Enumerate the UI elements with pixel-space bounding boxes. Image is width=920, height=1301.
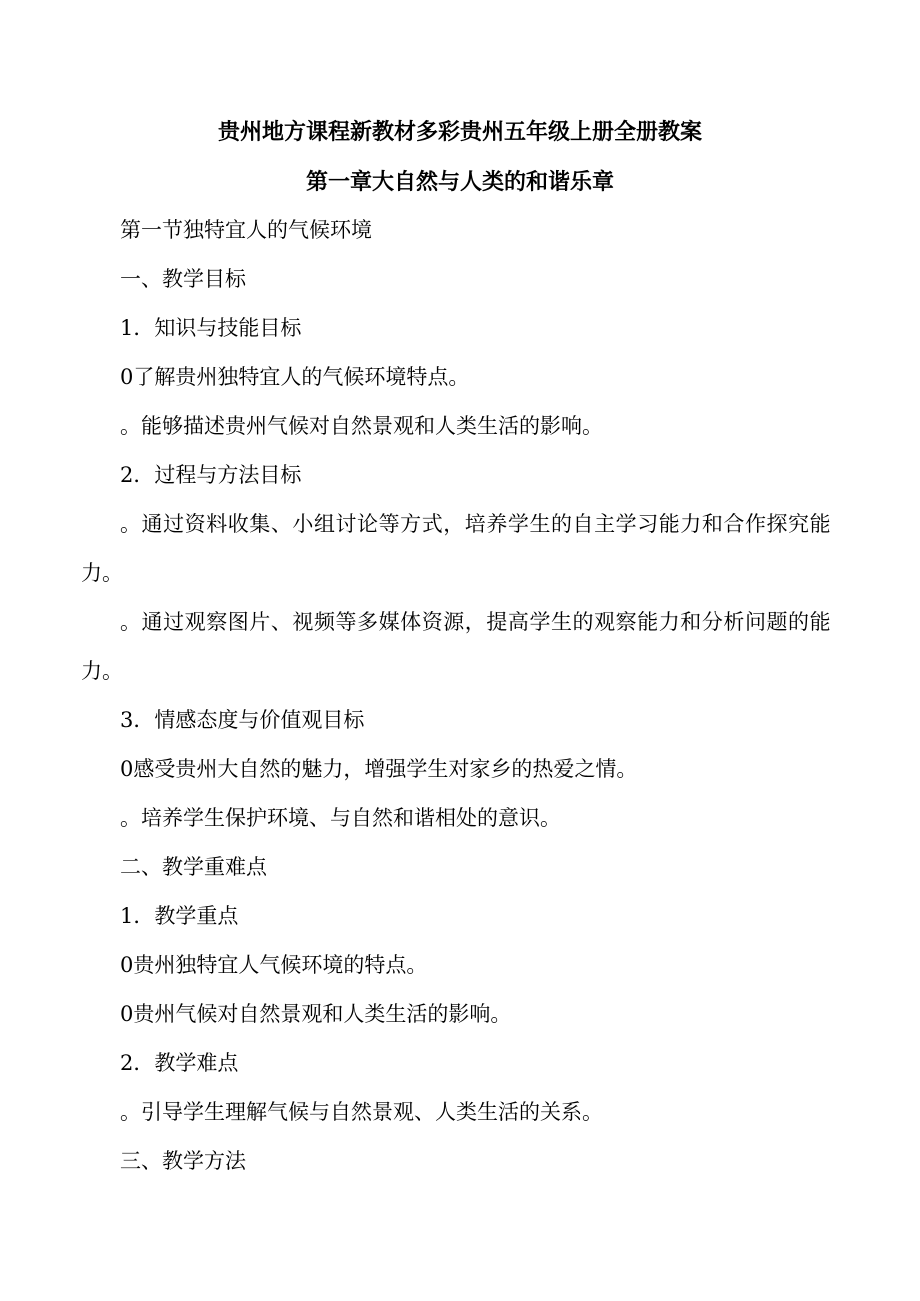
subheading: 2．过程与方法目标 — [120, 463, 302, 487]
document-title: 贵州地方课程新教材多彩贵州五年级上册全册教案 — [217, 120, 702, 145]
list-item: 0贵州独特宜人气候环境的特点。 — [120, 953, 428, 977]
part-heading: 二、教学重难点 — [120, 855, 267, 879]
list-item: 。培养学生保护环境、与自然和谐相处的意识。 — [120, 806, 561, 830]
part-heading: 一、教学目标 — [120, 267, 246, 291]
list-item: 。引导学生理解气候与自然景观、人类生活的关系。 — [120, 1100, 603, 1124]
subheading: 3．情感态度与价值观目标 — [120, 708, 365, 732]
subheading: 2．教学难点 — [120, 1051, 239, 1075]
list-item: 。能够描述贵州气候对自然景观和人类生活的影响。 — [120, 414, 603, 438]
part-heading: 三、教学方法 — [120, 1149, 246, 1173]
list-item: 0贵州气候对自然景观和人类生活的影响。 — [120, 1002, 512, 1026]
list-item-continuation: 力。 — [81, 659, 123, 683]
list-item: 。通过资料收集、小组讨论等方式，培养学生的自主学习能力和合作探究能 — [120, 512, 832, 536]
list-item: 0了解贵州独特宜人的气候环境特点。 — [120, 365, 470, 389]
subheading: 1．教学重点 — [120, 904, 239, 928]
chapter-heading: 第一章大自然与人类的和谐乐章 — [305, 170, 614, 195]
section-heading: 第一节独特宜人的气候环境 — [120, 218, 372, 242]
list-item-continuation: 力。 — [81, 561, 123, 585]
subheading: 1．知识与技能目标 — [120, 316, 302, 340]
list-item: 。通过观察图片、视频等多媒体资源，提高学生的观察能力和分析问题的能 — [120, 610, 832, 634]
list-item: 0感受贵州大自然的魅力，增强学生对家乡的热爱之情。 — [120, 757, 638, 781]
